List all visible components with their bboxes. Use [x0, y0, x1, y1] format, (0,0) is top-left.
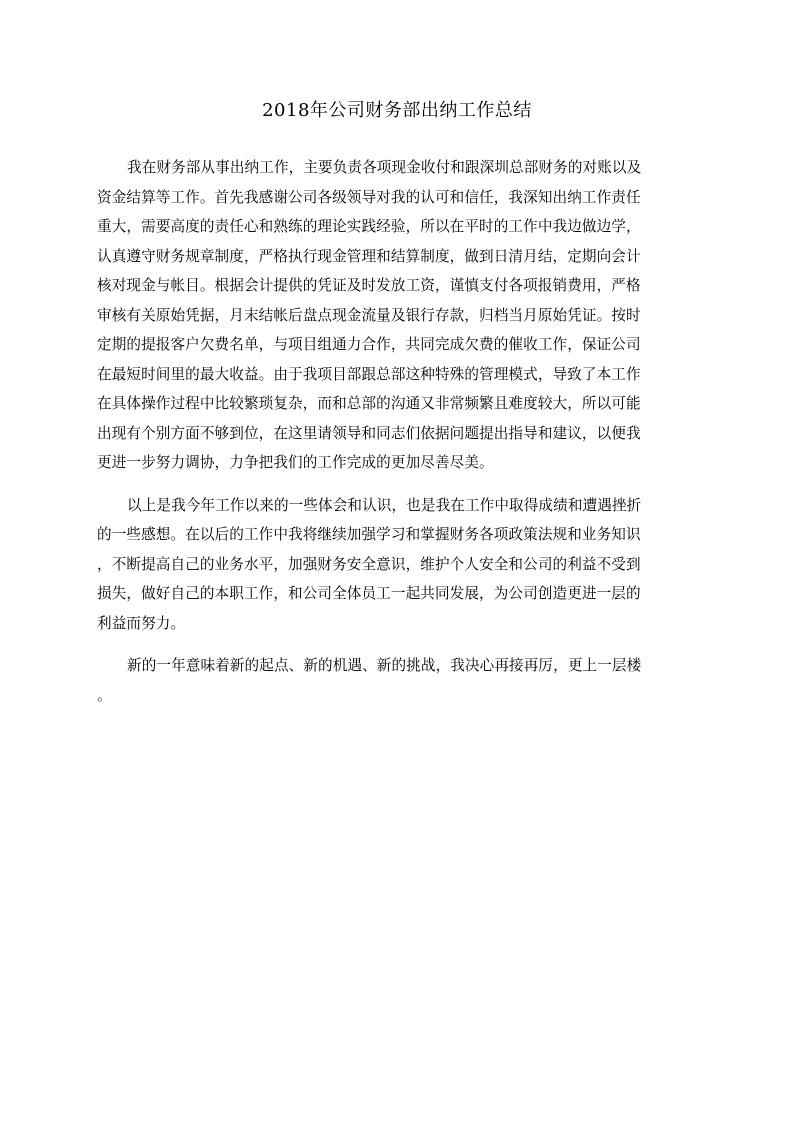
paragraph-2 — [97, 491, 697, 639]
document-title: 2018年公司财务部出纳工作总结 — [262, 100, 532, 121]
paragraph-line: 的一些感想。在以后的工作中我将继续加强学习和掌握财务各项政策法规和业务知识 — [97, 526, 641, 543]
paragraph-line: ，不断提高自己的业务水平，加强财务安全意识，维护个人安全和公司的利益不受到 — [97, 555, 641, 573]
paragraph-line: 更进一步努力调协，力争把我们的工作完成的更加尽善尽美。 — [97, 454, 494, 471]
paragraph-line: 利益而努力。 — [97, 614, 186, 632]
paragraph-line: 在最短时间里的最大收益。由于我项目部跟总部这种特殊的管理模式，导致了本工作 — [97, 365, 641, 383]
paragraph-line: 我在财务部从事出纳工作，主要负责各项现金收付和跟深圳总部财务的对账以及 — [127, 159, 642, 176]
paragraph-line: 认真遵守财务规章制度，严格执行现金管理和结算制度，做到日清月结，定期向会计 — [97, 247, 641, 265]
paragraph-line: 核对现金与帐目。根据会计提供的凭证及时发放工资，谨慎支付各项报销费用，严格 — [97, 277, 641, 294]
document-body — [97, 153, 697, 723]
paragraph-line: 资金结算等工作。首先我感谢公司各级领导对我的认可和信任，我深知出纳工作责任 — [97, 188, 641, 206]
paragraph-line: 审核有关原始凭据，月末结帐后盘点现金流量及银行存款，归档当月原始凭证。按时 — [97, 306, 641, 324]
paragraph-line: 在具体操作过程中比较繁琐复杂，而和总部的沟通又非常频繁且难度较大，所以可能 — [97, 395, 641, 412]
paragraph-line: 以上是我今年工作以来的一些体会和认识，也是我在工作中取得成绩和遭遇挫折 — [127, 496, 642, 514]
paragraph-line: 重大，需要高度的责任心和熟练的理论实践经验，所以在平时的工作中我边做边学， — [97, 218, 641, 235]
paragraph-line: 出现有个别方面不够到位，在这里请领导和同志们依据问题提出指导和建议，以便我 — [97, 424, 641, 442]
paragraph-line: 新的一年意味着新的起点、新的机遇、新的挑战，我决心再接再厉，更上一层楼 — [127, 657, 642, 674]
paragraph-line: 定期的提报客户欠费名单，与项目组通力合作，共同完成欠费的催收工作，保证公司 — [97, 336, 641, 353]
paragraph-line: 损失，做好自己的本职工作，和公司全体员工一起共同发展，为公司创造更进一层的 — [97, 585, 641, 602]
paragraph-line: 。 — [97, 686, 112, 704]
paragraph-3 — [97, 651, 697, 710]
paragraph-1 — [97, 153, 697, 478]
